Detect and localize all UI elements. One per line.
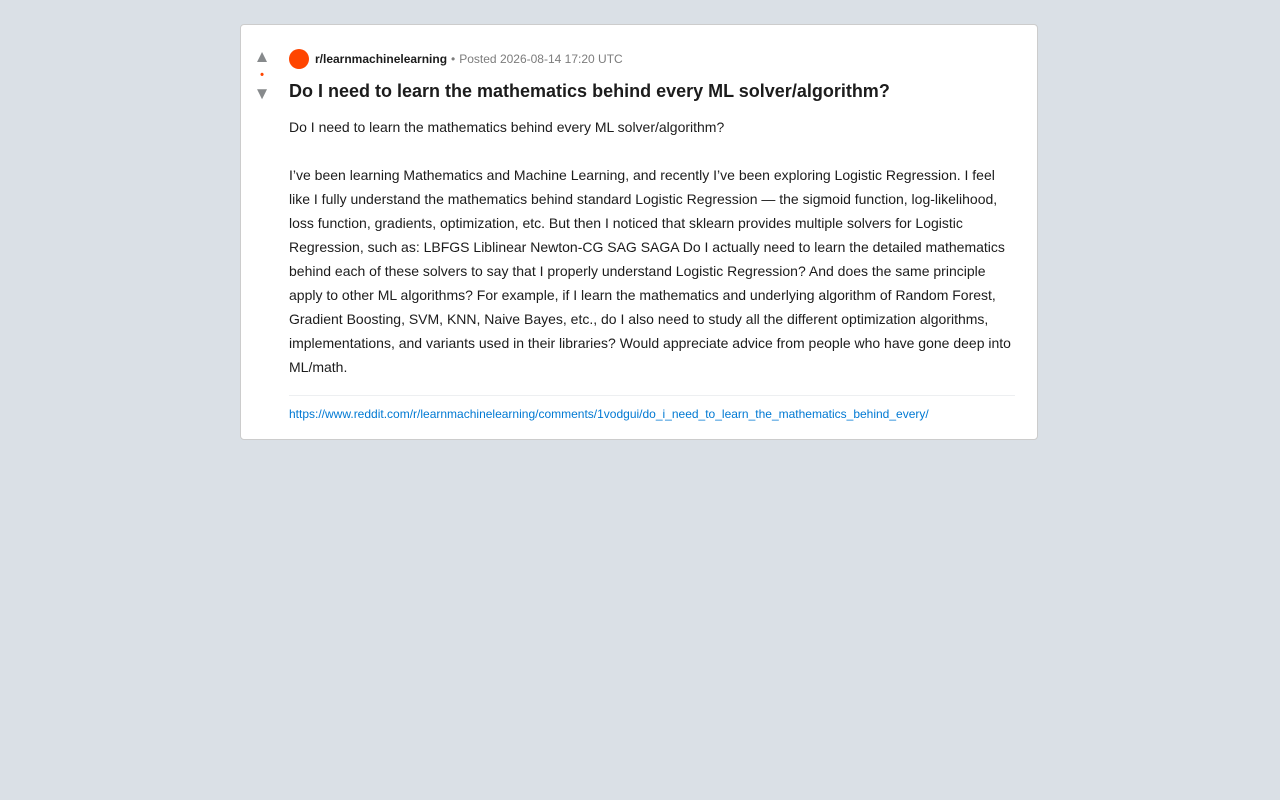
post-timestamp: Posted 2026-08-14 17:20 UTC [459,52,623,66]
meta-separator: • [451,52,456,66]
post-body [289,115,1015,379]
post-meta [289,49,1015,69]
vote-column [241,47,283,104]
post-body-paragraph: Do I need to learn the mathematics behind every ML solver/algorithm? [289,119,725,135]
post-content [289,49,1015,423]
post-url-link[interactable]: https://www.reddit.com/r/learnmachinelearning/comments/1vodgui/do_i_need_to_learn_the_mathematics_behind_every/ [289,407,929,421]
upvote-arrow-icon[interactable]: ▲ [253,47,271,66]
divider [289,395,1015,396]
subreddit-link[interactable]: r/learnmachinelearning [315,52,448,66]
subreddit-avatar-icon[interactable] [289,49,309,69]
post-body-paragraph: I’ve been learning Mathematics and Machine Learning, and recently I’ve been exploring Logistic Regression. I feel like I fully understand the mathematics behind standard Logistic Regression — the sigmoid function, log-likelihood, loss function, gradients, optimization, etc. But then I noticed that sklearn provides multiple solvers for Logistic Regression, such as: LBFGS Liblinear Newton-CG SAG SAGA Do I actually need to learn the detailed mathematics behind each of these solvers to say that I properly understand Logistic Regression? And does the same principle apply to other ML algorithms? For example, if I learn the mathematics and underlying algorithm of Random Forest, Gradient Boosting, SVM, KNN, Naive Bayes, etc., do I also need to study all the different optimization algorithms, implementations, and variants used in their libraries? Would appreciate advice from people who have gone deep into ML/math. [289,167,1011,375]
vote-score: • [260,69,264,81]
downvote-arrow-icon[interactable]: ▼ [253,84,271,103]
post-title[interactable]: Do I need to learn the mathematics behind every ML solver/algorithm? [289,81,890,101]
post-card [240,24,1038,440]
